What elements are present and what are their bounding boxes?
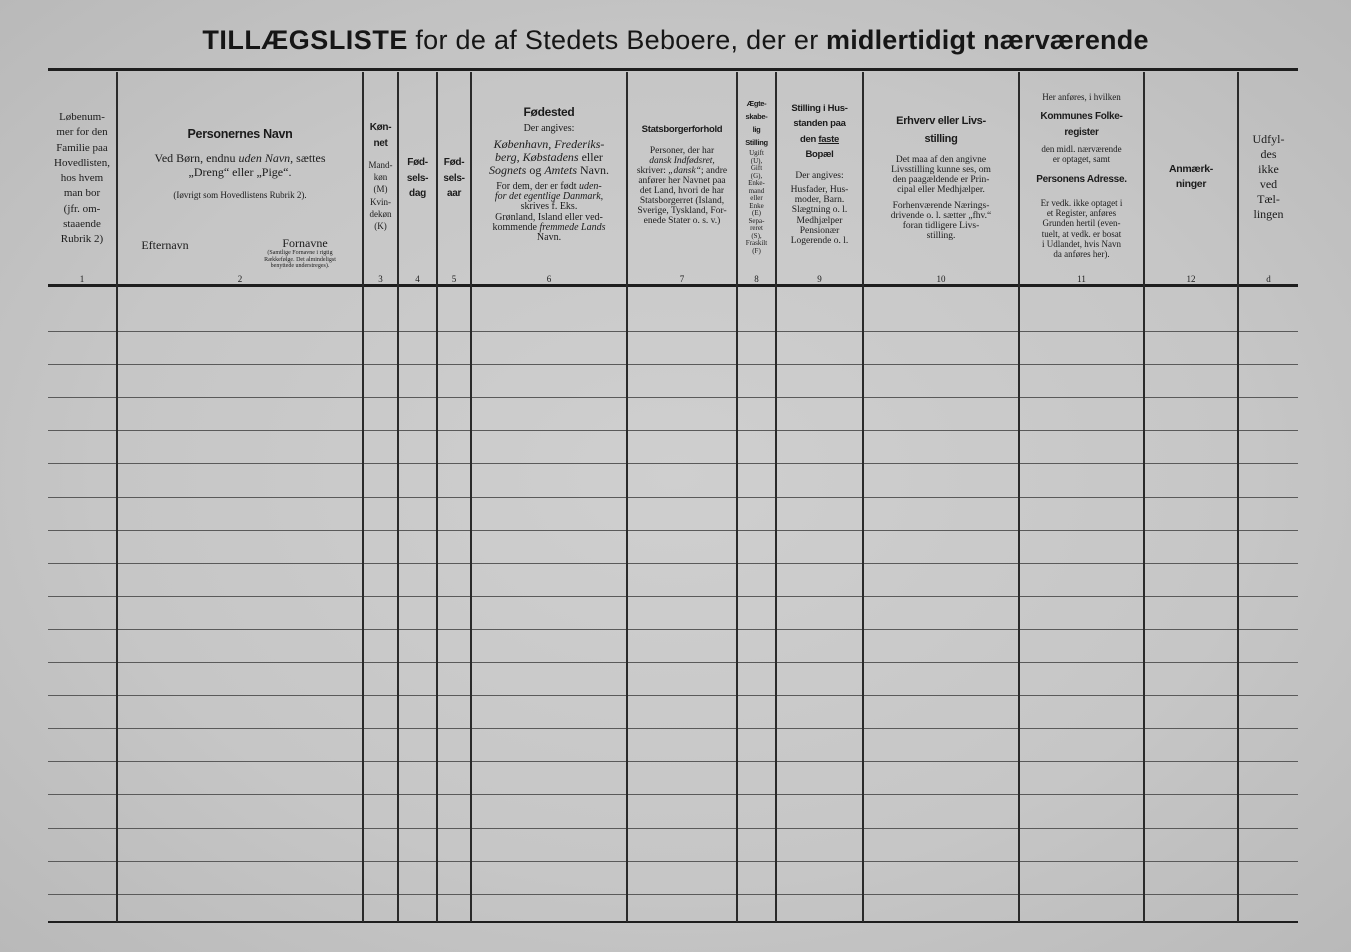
header-line: Løbenum- [59, 111, 105, 123]
column-number: 8 [754, 274, 759, 284]
header-heading [399, 155, 436, 202]
header-line: Personens Adresse. [1036, 174, 1127, 185]
header-text-run: dansk Indfødsret, [649, 156, 715, 166]
header-heading [1020, 173, 1143, 187]
row-rule [48, 761, 1298, 762]
header-line [777, 132, 862, 147]
header-heading [864, 112, 1018, 148]
header-note [118, 190, 362, 201]
header-line: Rækkefølge. Det almindeligst [264, 256, 336, 263]
header-line: Husfader, Hus- [790, 185, 849, 195]
row-rule [48, 364, 1298, 365]
header-text-run: berg, Købstadens [495, 150, 579, 164]
header-line: Slægtning o. l. [791, 205, 848, 216]
header-text [1020, 92, 1143, 102]
header-line: Sverige, Tyskland, For- [637, 206, 727, 216]
header-line: moder, Barn. [794, 195, 845, 206]
column-header-5 [438, 72, 470, 285]
header-text-run: Amtets [544, 163, 577, 177]
header-line: et Register, anføres [1046, 208, 1117, 219]
header-line: skabe- [745, 112, 768, 121]
header-text [472, 182, 626, 243]
header-line: Fød- [407, 157, 428, 168]
column-header-d [1239, 72, 1298, 285]
header-line: skrives f. Eks. [520, 201, 578, 213]
header-line: i Udlandet, hvis Navn [1042, 238, 1121, 249]
header-text [864, 155, 1018, 195]
header-line: Forhenværende Nærings- [892, 201, 990, 211]
header-text [628, 146, 736, 226]
header-line: Udfyl- [1252, 132, 1285, 146]
header-text [738, 150, 775, 255]
header-line: aar [446, 188, 462, 199]
header-text-run: uden Navn, [238, 151, 294, 165]
header-text-run: faste [818, 133, 840, 145]
header-line: Bopæl [805, 148, 834, 160]
header-line: „Dreng“ eller „Pige“. [188, 165, 292, 179]
header-line: lingen [1253, 207, 1284, 221]
header-line: ikke [1258, 162, 1279, 176]
row-rule [48, 463, 1298, 464]
header-text-run: Navn. [577, 163, 609, 177]
row-rule [48, 662, 1298, 663]
header-line: Enke [749, 201, 764, 210]
column-header-8 [738, 72, 775, 285]
row-rule [48, 794, 1298, 795]
header-line: man bor [63, 187, 101, 200]
column-number: 3 [378, 274, 383, 284]
header-micro [244, 250, 356, 270]
header-line: dag [409, 188, 426, 199]
form-title-middle: for de af Stedets Beboere, der er [415, 25, 819, 55]
header-line: Rubrik 2) [60, 233, 104, 246]
header-line: sels- [406, 172, 429, 184]
header-line: Fødested [523, 105, 575, 119]
column-number: 9 [817, 274, 822, 284]
header-text [472, 123, 626, 135]
header-text-run: for det egentlige Danmark, [494, 191, 604, 203]
column-number: d [1266, 274, 1271, 284]
column-number: 7 [679, 274, 685, 284]
header-line: Efternavn [141, 238, 189, 252]
header-line: Hovedlisten, [54, 156, 110, 169]
column-header-4 [399, 72, 436, 285]
header-text [364, 159, 397, 232]
row-rule [48, 430, 1298, 431]
header-line: des [1260, 147, 1277, 161]
row-rule [48, 695, 1298, 696]
form-title-tail: midlertidigt nærværende [826, 25, 1149, 55]
header-text-run: den [799, 133, 819, 145]
header-line: Grunden hertil (even- [1042, 218, 1121, 229]
column-header-9 [777, 72, 862, 285]
header-text-run: uden- [578, 181, 602, 192]
header-heading [118, 126, 362, 142]
header-line: ved [1259, 177, 1278, 191]
header-text-run: og [526, 163, 545, 177]
row-rule [48, 861, 1298, 862]
header-line: tuelt, at vedk. er bosat [1041, 228, 1122, 239]
column-number: 6 [546, 274, 552, 284]
header-line: sels- [443, 172, 465, 184]
header-line: Familie paa [56, 141, 108, 154]
column-header-10 [864, 72, 1018, 285]
header-line: Logerende o. l. [790, 236, 849, 247]
header-line: Navn. [536, 232, 562, 244]
header-heading [438, 155, 470, 202]
header-text [1239, 132, 1298, 222]
header-line: Fød- [443, 157, 465, 168]
header-subhead [265, 236, 345, 250]
header-line: enede Stater o. s. v.) [643, 216, 721, 226]
header-line: (K) [374, 221, 387, 232]
header-line [118, 151, 362, 165]
header-line: mand [748, 186, 765, 195]
header-line: Stilling [745, 138, 768, 147]
header-line: Er vedk. ikke optaget i [1040, 198, 1123, 208]
header-line: (Samtlige Fornavne i rigtig [267, 250, 333, 256]
header-line: Enke- [748, 179, 765, 187]
header-line: den midl. nærværende [1041, 144, 1122, 154]
header-text [1020, 198, 1143, 259]
header-line: Det maa af den angivne [895, 155, 987, 165]
header-text [1020, 144, 1143, 164]
column-header-7 [628, 72, 736, 285]
header-line: cipal eller Medhjælper. [897, 185, 985, 195]
row-rule [48, 563, 1298, 564]
header-line: Grønland, Island eller ved- [495, 211, 603, 223]
header-line: Stilling i Hus- [791, 103, 848, 114]
header-line: staaende [63, 218, 101, 231]
header-line: Tæl- [1257, 192, 1280, 206]
header-line: dekøn [369, 208, 392, 219]
header-line: Køn- [369, 122, 392, 133]
header-heading [472, 104, 626, 120]
form-title-lead: TILLÆGSLISTE [202, 25, 408, 55]
header-line: Fraskilt [745, 239, 768, 247]
header-line: reret [750, 224, 763, 232]
header-line: Anmærk- [1169, 163, 1213, 175]
row-rule [48, 397, 1298, 398]
header-heading [628, 123, 736, 137]
header-text-run: „dansk“ [668, 166, 701, 176]
header-line: Erhverv eller Livs- [896, 115, 986, 127]
column-number: 11 [1077, 274, 1086, 284]
header-line: Statsborgerforhold [641, 124, 723, 135]
column-header-6 [472, 72, 626, 285]
header-line: Mand- [368, 160, 393, 170]
header-line: net [373, 138, 388, 149]
header-text-run: ; andre [701, 166, 728, 176]
header-line: Kvin- [370, 196, 391, 207]
header-line: Her anføres, i hvilken [1042, 92, 1121, 102]
header-text [777, 185, 862, 246]
header-line: det Land, hvori de har [639, 186, 725, 196]
header-line: anfører her Navnet paa [638, 176, 726, 186]
header-text-run: kommende [492, 221, 540, 233]
header-line: Der angives: [523, 123, 575, 134]
header-text-run: fremmede Lands [539, 221, 606, 233]
header-line: (S), [751, 231, 762, 240]
row-rule [48, 629, 1298, 630]
header-line: standen paa [793, 118, 846, 130]
header-line: lig [752, 125, 761, 134]
header-line: Medhjælper [796, 215, 843, 226]
column-header-12 [1145, 72, 1237, 285]
column-number: 12 [1186, 274, 1196, 284]
column-number: 4 [415, 274, 420, 284]
header-line: Sepa- [748, 216, 765, 225]
header-line: (F) [752, 246, 761, 255]
header-heading [1145, 162, 1237, 192]
header-line: stilling [924, 133, 958, 145]
header-line: Kommunes Folke- [1040, 111, 1123, 122]
header-line: (E) [752, 209, 761, 217]
column-number: 1 [79, 274, 85, 284]
column-number: 10 [936, 274, 946, 284]
header-line: benyttede understreges). [270, 263, 330, 270]
header-line: Der angives: [795, 171, 844, 181]
header-line: hos hvem [60, 172, 104, 185]
column-header-1 [48, 72, 116, 285]
column-header-2 [118, 72, 362, 285]
header-text-run: København, Frederiks- [493, 137, 605, 151]
header-line: eller [750, 194, 763, 202]
header-text [864, 201, 1018, 241]
row-rule [48, 331, 1298, 332]
header-heading [777, 101, 862, 162]
header-line: Livsstilling kunne ses, om [891, 165, 991, 175]
header-line: ninger [1175, 178, 1207, 190]
row-rule [48, 497, 1298, 498]
header-text-run: skriver: [636, 166, 669, 176]
header-heading [364, 120, 397, 152]
header-line: register [1064, 127, 1099, 138]
header-line: Statsborgerret (Island, [639, 196, 725, 206]
header-line [628, 166, 736, 176]
header-line: Pensionær [799, 225, 840, 236]
form-title [0, 20, 1351, 60]
header-line: Personernes Navn [187, 127, 293, 141]
header-line: mer for den [56, 126, 108, 139]
table-top-rule [48, 68, 1298, 71]
header-text [48, 110, 116, 248]
header-text-run: Ved Børn, endnu [154, 151, 239, 165]
header-text [118, 151, 362, 179]
header-line: den paagældende er Prin- [892, 175, 990, 185]
header-line: Ugift [749, 149, 764, 157]
header-heading [1020, 109, 1143, 141]
header-line: Gift [750, 164, 763, 172]
column-number: 5 [451, 274, 457, 284]
row-rule [48, 596, 1298, 597]
header-line: (jfr. om- [63, 202, 101, 215]
row-rule [48, 728, 1298, 729]
column-header-3 [364, 72, 397, 285]
table-bottom-rule [48, 921, 1298, 923]
column-number: 2 [237, 274, 243, 284]
header-text-run: sættes [293, 151, 326, 165]
header-line [472, 164, 626, 177]
header-line: stilling. [926, 231, 956, 241]
row-rule [48, 894, 1298, 895]
header-line: er optaget, samt [1052, 154, 1111, 164]
header-line: foran tidligere Livs- [902, 221, 980, 231]
header-line: (M) [373, 184, 388, 195]
header-line: Ægte- [746, 99, 767, 108]
header-line: da anføres her). [1053, 249, 1110, 260]
header-text [472, 138, 626, 177]
header-line: (G), [750, 171, 763, 180]
header-line: Personer, der har [649, 146, 715, 156]
header-text-run: eller [578, 150, 603, 164]
header-text-run: Sognets [488, 163, 527, 177]
row-rule [48, 828, 1298, 829]
header-heading [738, 97, 775, 149]
header-line [628, 156, 736, 166]
column-header-11 [1020, 72, 1143, 285]
header-text [777, 171, 862, 182]
header-subhead [135, 238, 195, 252]
header-line: (U), [750, 156, 763, 165]
header-line: Fornavne [282, 236, 328, 250]
header-text-run: For dem, der er født [496, 181, 579, 192]
header-line: (Iøvrigt som Hovedlistens Rubrik 2). [173, 190, 307, 200]
header-line: køn [373, 172, 388, 183]
header-line: drivende o. l. sætter „fhv.“ [890, 211, 992, 221]
row-rule [48, 530, 1298, 531]
